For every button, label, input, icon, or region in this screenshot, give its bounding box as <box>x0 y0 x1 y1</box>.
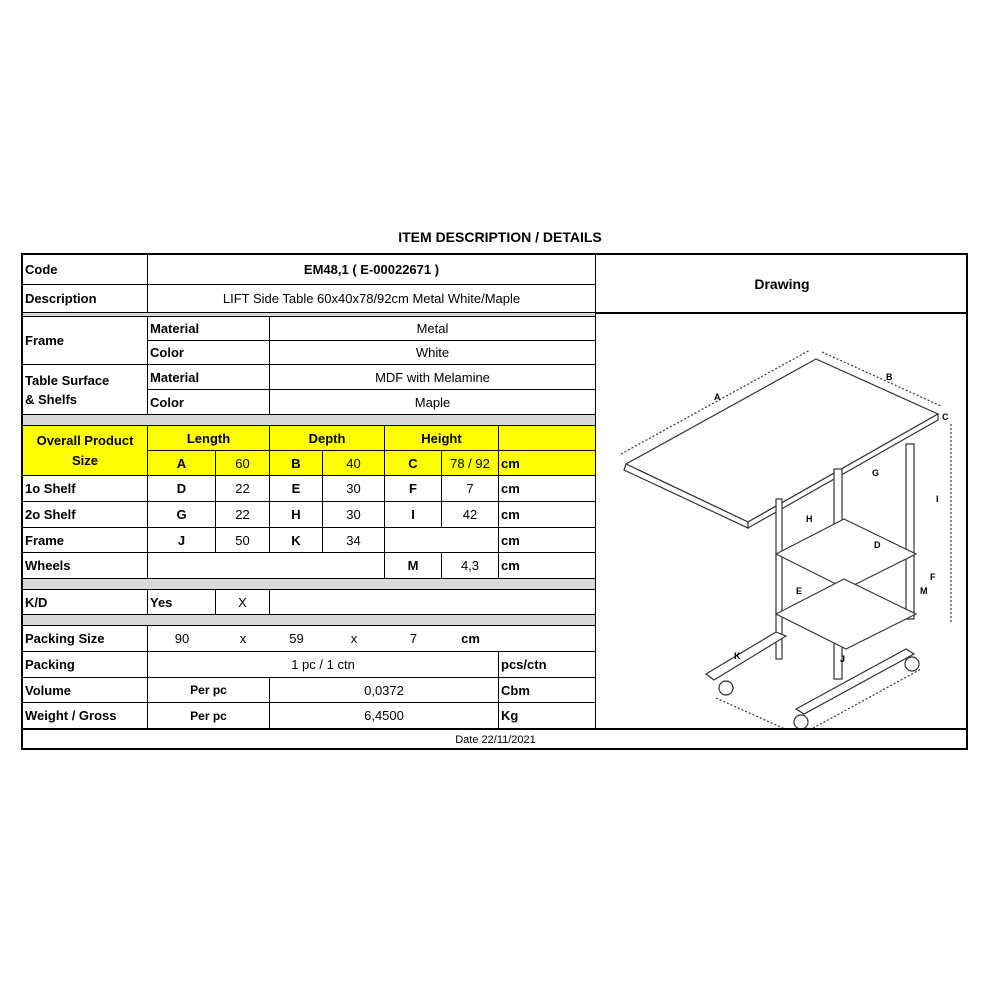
packing-label: Packing <box>23 652 148 678</box>
dim-h-value: 30 <box>323 502 385 528</box>
shelf1-unit: cm <box>499 476 596 502</box>
drawing-letter-c: C <box>942 412 949 422</box>
surface-label <box>23 365 148 415</box>
packing-size-row-border <box>148 626 596 652</box>
drawing-letter-i: I <box>936 494 939 504</box>
weight-unit: Kg <box>499 703 596 729</box>
frame-label: Frame <box>23 317 148 365</box>
surface-label-line1: Table Surface <box>25 372 110 388</box>
packing-size-x1: x <box>239 631 247 646</box>
dim-c-letter: C <box>385 451 442 476</box>
dim-b-letter: B <box>270 451 323 476</box>
weight-value: 6,4500 <box>270 703 499 729</box>
description-label: Description <box>23 285 148 313</box>
dim-k-value: 34 <box>323 528 385 553</box>
code-label: Code <box>23 255 148 285</box>
drawing-letter-f: F <box>930 572 936 582</box>
header-blank <box>499 426 596 451</box>
base-left <box>706 632 786 680</box>
weight-label: Weight / Gross <box>23 703 148 729</box>
volume-per: Per pc <box>148 678 270 703</box>
packing-size-x2: x <box>350 631 358 646</box>
overall-size-line1: Overall Product <box>36 432 134 448</box>
dim-i-value: 42 <box>442 502 499 528</box>
height-header: Height <box>385 426 499 451</box>
overall-unit: cm <box>499 451 596 476</box>
volume-unit: Cbm <box>499 678 596 703</box>
packing-size-height: 7 <box>409 631 418 646</box>
drawing-header: Drawing <box>596 255 968 313</box>
wheels-blank <box>148 553 385 579</box>
packing-size-label: Packing Size <box>23 626 148 652</box>
dim-d-value: 22 <box>216 476 270 502</box>
drawing-letter-m: M <box>920 586 928 596</box>
packing-value: 1 pc / 1 ctn <box>148 652 499 678</box>
frame-color-value: White <box>270 341 596 365</box>
dim-e-value: 30 <box>323 476 385 502</box>
dim-line-k <box>716 698 796 729</box>
code-value: EM48,1 ( E-00022671 ) <box>148 255 596 285</box>
frame-dims-blank <box>385 528 499 553</box>
drawing-letter-k: K <box>734 651 741 661</box>
depth-header: Depth <box>270 426 385 451</box>
kd-blank <box>270 590 596 615</box>
frame-material-value: Metal <box>270 317 596 341</box>
overall-size-label <box>23 426 148 476</box>
wheel <box>719 681 733 695</box>
shelf1-label: 1o Shelf <box>23 476 148 502</box>
drawing-letter-d: D <box>874 540 881 550</box>
surface-color-value: Maple <box>270 390 596 415</box>
surface-label-line2: & Shelfs <box>25 391 78 407</box>
wheel <box>794 715 808 729</box>
base-right <box>796 649 914 714</box>
dim-j-value: 50 <box>216 528 270 553</box>
dim-j-letter: J <box>148 528 216 553</box>
drawing-area <box>596 313 968 729</box>
shelf-upper <box>776 519 916 589</box>
frame-dims-label: Frame <box>23 528 148 553</box>
packing-size-length: 90 <box>174 631 190 646</box>
page-title: ITEM DESCRIPTION / DETAILS <box>398 229 602 245</box>
volume-label: Volume <box>23 678 148 703</box>
side-table-drawing <box>596 314 968 729</box>
dim-m-value: 4,3 <box>442 553 499 579</box>
wheel <box>905 657 919 671</box>
shelf2-label: 2o Shelf <box>23 502 148 528</box>
dim-i-letter: I <box>385 502 442 528</box>
separator <box>23 415 596 426</box>
drawing-letter-a: A <box>714 392 721 402</box>
dim-e-letter: E <box>270 476 323 502</box>
dim-h-letter: H <box>270 502 323 528</box>
dim-k-letter: K <box>270 528 323 553</box>
surface-color-label: Color <box>148 390 270 415</box>
drawing-letter-h: H <box>806 514 813 524</box>
description-value: LIFT Side Table 60x40x78/92cm Metal White/Maple <box>148 285 596 313</box>
packing-size-width: 59 <box>289 631 304 646</box>
dim-a-value: 60 <box>216 451 270 476</box>
dim-f-value: 7 <box>442 476 499 502</box>
dim-d-letter: D <box>148 476 216 502</box>
drawing-letter-j: J <box>840 654 846 664</box>
frame-dims-unit: cm <box>499 528 596 553</box>
frame-color-label: Color <box>148 341 270 365</box>
kd-yes: Yes <box>148 590 216 615</box>
dim-f-letter: F <box>385 476 442 502</box>
date-footer: Date 22/11/2021 <box>23 729 968 750</box>
drawing-letter-b: B <box>886 372 893 382</box>
dim-g-letter: G <box>148 502 216 528</box>
dim-a-letter: A <box>148 451 216 476</box>
post-back <box>906 444 914 619</box>
drawing-letter-g: G <box>872 468 880 478</box>
shelf2-unit: cm <box>499 502 596 528</box>
length-header: Length <box>148 426 270 451</box>
kd-mark: X <box>216 590 270 615</box>
overall-size-line2: Size <box>71 452 98 468</box>
item-details-sheet <box>21 253 968 750</box>
drawing-letter-e: E <box>796 586 803 596</box>
wheels-label: Wheels <box>23 553 148 579</box>
packing-size-unit: cm <box>461 631 480 646</box>
wheels-unit: cm <box>499 553 596 579</box>
dim-c-value: 78 / 92 <box>442 451 499 476</box>
separator <box>23 579 596 590</box>
surface-material-value: MDF with Melamine <box>270 365 596 390</box>
dim-b-value: 40 <box>323 451 385 476</box>
packing-unit: pcs/ctn <box>499 652 596 678</box>
separator <box>23 615 596 626</box>
dim-m-letter: M <box>385 553 442 579</box>
surface-material-label: Material <box>148 365 270 390</box>
dim-g-value: 22 <box>216 502 270 528</box>
frame-material-label: Material <box>148 317 270 341</box>
weight-per: Per pc <box>148 703 270 729</box>
volume-value: 0,0372 <box>270 678 499 703</box>
kd-label: K/D <box>23 590 148 615</box>
